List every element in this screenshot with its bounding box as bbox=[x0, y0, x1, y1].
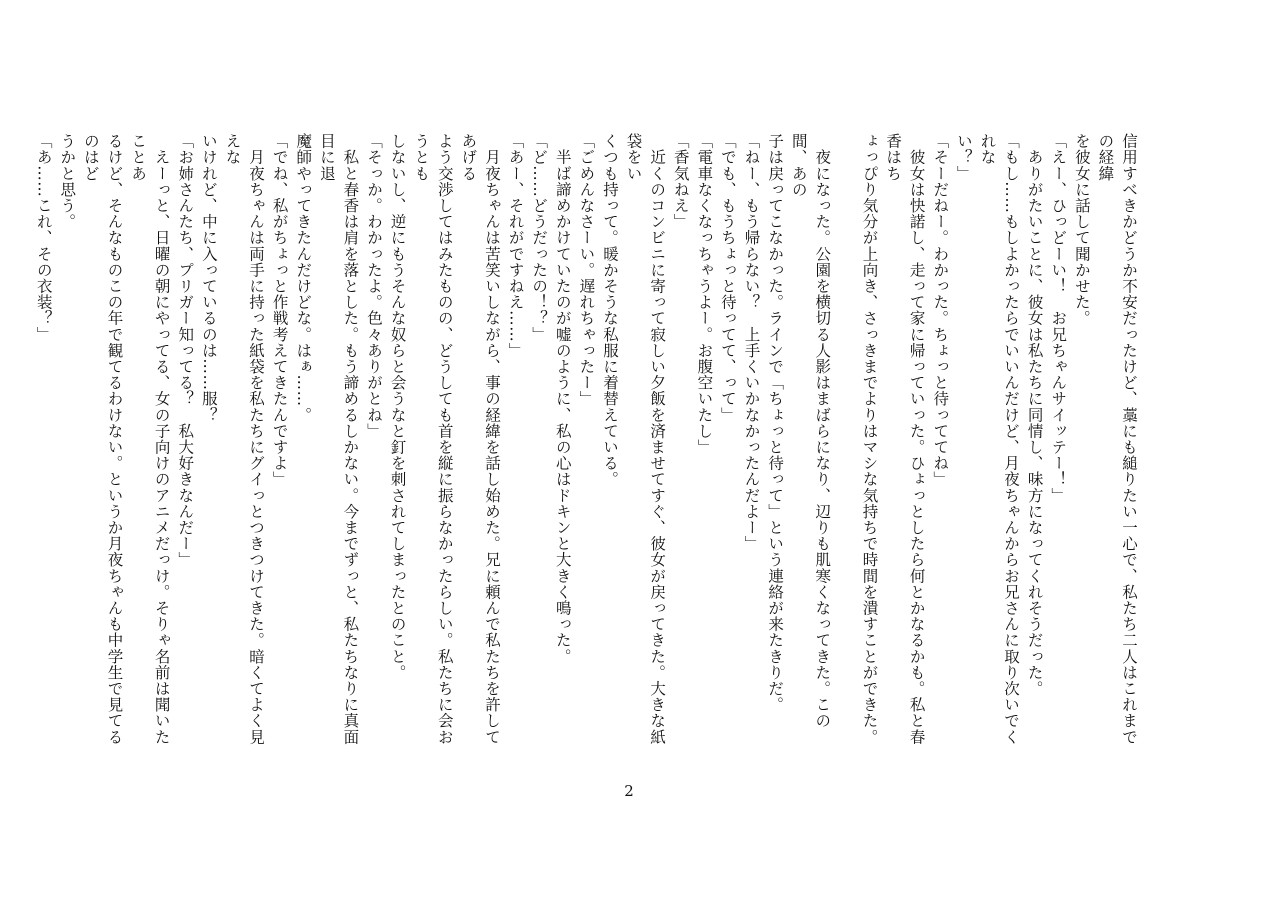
text-line: よう交渉してはみたものの、どうしても首を縦に振らなかったらしい。私たちに会おうとも bbox=[412, 133, 454, 745]
text-line: しないし、逆にもうそんな奴らと会うなと釘を刺されてしまったとのこと。 bbox=[388, 133, 407, 681]
text-line: 魔師やってきたんだけどな。はぁ……。 bbox=[294, 133, 313, 423]
text-line: 「ねー、もう帰らない？ 上手くいかなかったんだよー」 bbox=[742, 133, 761, 552]
text-line: 「そっか。わかったよ。色々ありがとね」 bbox=[365, 133, 383, 439]
text-line: 信用すべきかどうか不安だったけど、藁にも縋りたい一心で、私たち二人はこれまでの経緯 bbox=[1096, 133, 1138, 745]
blank-line bbox=[833, 133, 857, 753]
text-line: 月夜ちゃんは両手に持った紙袋を私たちにグイっとつきつけてきた。暗くてよく見えな bbox=[223, 133, 266, 745]
vertical-text-body bbox=[34, 133, 1140, 753]
text-line: 近くのコンビニに寄って寂しい夕飯を済ませてすぐ、彼女が戻ってきた。大きな紙袋をい bbox=[624, 133, 667, 745]
text-line: 「あー、それがですねえ……」 bbox=[506, 133, 525, 359]
text-line: いけれど、中に入っているのは……服？ bbox=[199, 133, 218, 423]
text-line: 「お姉さんたち、プリガー知ってる？ 私大好きなんだー」 bbox=[176, 133, 195, 568]
text-line: 私と春香は肩を落とした。もう諦めるしかない。今までずっと、私たちなりに真面目に退 bbox=[317, 133, 360, 745]
text-line: えーっと、日曜の朝にやってる、女の子向けのアニメだっけ。そりゃ名前は聞いたことあ bbox=[129, 133, 171, 745]
text-line: を彼女に話して聞かせた。 bbox=[1072, 133, 1091, 327]
text-line: 「もし……もしよかったらでいいんだけど、月夜ちゃんからお兄さんに取り次いでくれな bbox=[978, 133, 1021, 745]
text-line: 「あ……これ、その衣装？」 bbox=[34, 133, 53, 343]
text-line: 「でね、私がちょっと作戦考えてきたんですよ」 bbox=[270, 133, 289, 488]
text-line: 夜になった。公園を横切る人影はまばらになり、辺りも肌寒くなってきた。この間、あの bbox=[789, 133, 832, 729]
text-line: 「ど……どうだったの！？」 bbox=[530, 133, 549, 343]
page-number: 2 bbox=[624, 782, 634, 800]
text-line: 「えー、ひっどーい！ お兄ちゃんサイッテー！」 bbox=[1049, 133, 1068, 504]
text-line: ょっぴり気分が上向き、さっきまでよりはマシな気持ちで時間を潰すことができた。 bbox=[860, 133, 879, 745]
text-line: 彼女は快諾し、走って家に帰っていった。ひょっとしたら何とかなるかも。私と春香はち bbox=[884, 133, 926, 745]
text-line: くつも持って。暖かそうな私服に着替えている。 bbox=[600, 133, 619, 488]
text-line: い？」 bbox=[954, 133, 973, 182]
text-line: 月夜ちゃんは苦笑いしながら、事の経緯を話し始めた。兄に頼んで私たちを許してあげる bbox=[459, 133, 501, 745]
text-line: 「香気ねえ」 bbox=[671, 133, 690, 230]
text-line: 「そーだねー。わかった。ちょっと待っててね」 bbox=[931, 133, 950, 488]
text-line: 「ごめんなさーい。遅れちゃったー」 bbox=[577, 133, 596, 407]
text-line: うかと思う。 bbox=[58, 133, 77, 230]
text-line: 「でも、もうちょっと待ってて、って」 bbox=[718, 133, 737, 423]
text-line: 半ば諦めかけていたのが嘘のように、私の心はドキンと大きく鳴った。 bbox=[553, 133, 572, 665]
text-line: るけど、そんなものこの年で観てるわけない。というか月夜ちゃんも中学生で見てるのはど bbox=[81, 133, 124, 745]
text-line: 子は戻ってこなかった。ラインで「ちょっと待って」という連絡が来たきりだ。 bbox=[766, 133, 785, 713]
text-line: 「電車なくなっちゃうよー。お腹空いたし」 bbox=[695, 133, 714, 455]
text-line: ありがたいことに、彼女は私たちに同情し、味方になってくれそうだった。 bbox=[1025, 133, 1044, 697]
